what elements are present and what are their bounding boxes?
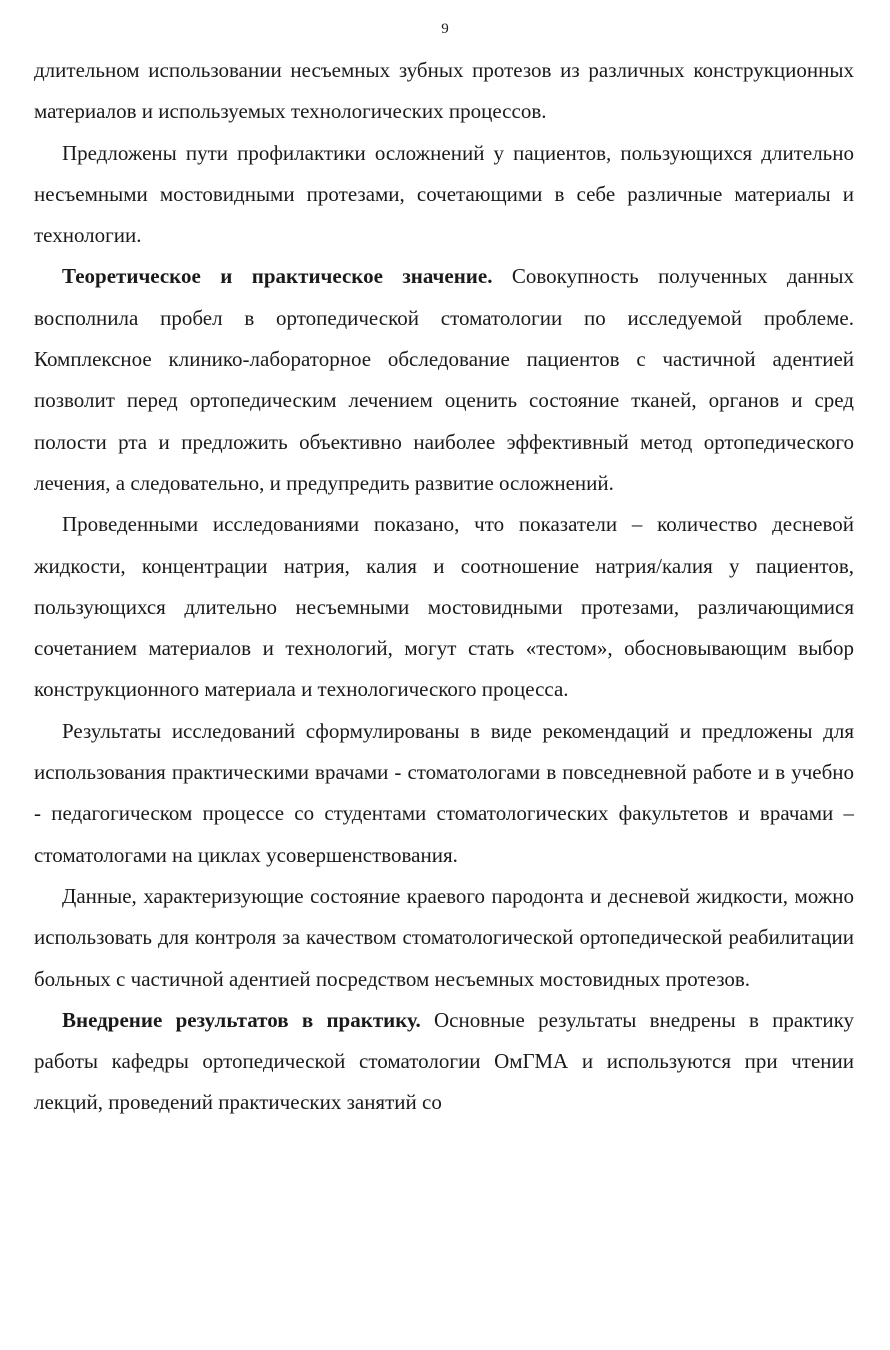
paragraph-recommendations — [34, 711, 854, 876]
paragraph-text: Совокупность полученных данных восполнила пробел в ортопедической стоматологии по исследуемой проблеме. Комплексное клинико-лабораторное обследование пациентов с частичной адентией позволит перед ортопедическим лечением оценить состояние тканей, органов и сред полости рта и предложить объективно наиболее эффективный метод ортопедического лечения, а следовательно, и предупредить развитие осложнений. — [34, 264, 854, 495]
body-text — [34, 50, 854, 1124]
paragraph-text: Проведенными исследованиями показано, что показатели – количество десневой жидкости, концентрации натрия, калия и соотношение натрия/калия у пациентов, пользующихся длительно несъемными мостовидными протезами, различающимися сочетанием материалов и технологий, могут стать «тестом», обосновывающим выбор конструкционного материала и технологического процесса. — [34, 512, 854, 702]
section-heading: Внедрение результатов в практику. — [62, 1007, 421, 1032]
paragraph-text: Результаты исследований сформулированы в виде рекомендаций и предложены для использования практическими врачами - стоматологами в повседневной работе и в учебно - педагогическом процессе со студентами стоматологических факультетов и врачами – стоматологами на циклах усовершенствования. — [34, 718, 854, 867]
paragraph-findings — [34, 504, 854, 710]
paragraph-implementation — [34, 1000, 854, 1124]
section-heading: Теоретическое и практическое значение. — [62, 264, 493, 289]
paragraph-significance — [34, 256, 854, 504]
paragraph-quality-control — [34, 876, 854, 1000]
paragraph-text: длительном использовании несъемных зубных протезов из различных конструкционных материалов и используемых технологических процессов. — [34, 58, 854, 124]
paragraph-text: Основные результаты внедрены в практику работы кафедры ортопедической стоматологии ОмГМА и используются при чтении лекций, проведений практических занятий со — [34, 1007, 855, 1115]
paragraph-prevention — [34, 133, 854, 257]
paragraph-text: Предложены пути профилактики осложнений у пациентов, пользующихся длительно несъемными мостовидными протезами, сочетающими в себе различные материалы и технологии. — [34, 140, 854, 248]
paragraph-continuation — [34, 50, 854, 133]
paragraph-text: Данные, характеризующие состояние краевого пародонта и десневой жидкости, можно использовать для контроля за качеством стоматологической ортопедической реабилитации больных с частичной адентией посредством несъемных мостовидных протезов. — [34, 883, 854, 991]
page-number: 9 — [441, 21, 449, 37]
